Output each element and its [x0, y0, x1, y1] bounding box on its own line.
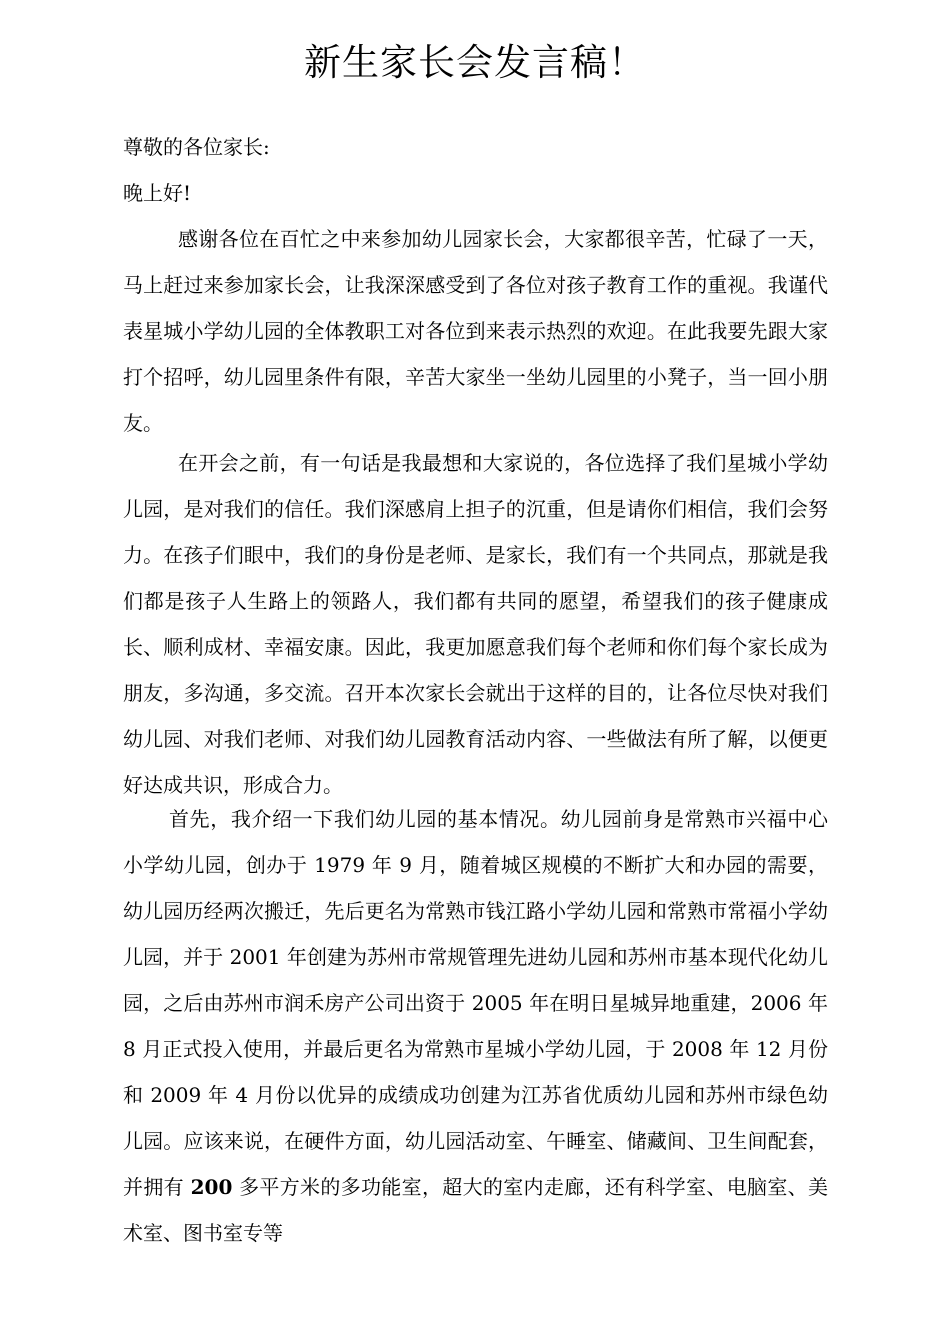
- greeting: 晚上好!: [123, 181, 192, 205]
- paragraph-trust: 在开会之前，有一句话是我最想和大家说的，各位选择了我们星城小学幼儿园，是对我们的信任。我们深感肩上担子的沉重，但是请你们相信，我们会努力。在孩子们眼中，我们的身份是老师、是家长，我们有一个共同点，那就是我们都是孩子人生路上的领路人，我们都有共同的愿望，希望我们的孩子健康成长、顺利成材、幸福安康。因此，我更加愿意我们每个老师和你们每个家长成为朋友，多沟通，多交流。召开本次家长会就出于这样的目的，让各位尽快对我们幼儿园、对我们老师、对我们幼儿园教育活动内容、一些做法有所了解，以便更好达成共识，形成合力。: [123, 451, 828, 797]
- paragraph-text: 首先，我介绍一下我们幼儿园的基本情况。幼儿园前身是常熟市兴福中心小学幼儿园，创办于 1979 年 9 月，随着城区规模的不断扩大和办园的需要，幼儿园历经两次搬迁，先后更名为常熟市钱江路小学幼儿园和常熟市常福小学幼儿园，并于 2001 年创建为苏州市常规管理先进幼儿园和苏州市基本现代化幼儿园，之后由苏州市润禾房产公司出资于 2005 年在明日星城异地重建，2006 年 8 月正式投入使用，并最后更名为常熟市星城小学幼儿园，于 2008 年 12 月份和 2009 年 4 月份以优异的成绩成功创建为江苏省优质幼儿园和苏州市绿色幼儿园。应该来说，在硬件方面，幼儿园活动室、午睡室、储藏间、卫生间配套，并拥有: [123, 807, 828, 1199]
- document-title: 新生家长会发言稿！: [304, 41, 646, 84]
- paragraph-text: 多平方米的多功能室，超大的室内走廊，还有科学室、电脑室、美术室、图书室专等: [123, 1175, 829, 1245]
- area-number: 200: [190, 1175, 233, 1199]
- salutation: 尊敬的各位家长:: [123, 135, 270, 159]
- paragraph-kindergarten-history: [123, 796, 828, 1256]
- paragraph-thanks: 感谢各位在百忙之中来参加幼儿园家长会，大家都很辛苦，忙碌了一天，马上赶过来参加家长会，让我深深感受到了各位对孩子教育工作的重视。我谨代表星城小学幼儿园的全体教职工对各位到来表示热烈的欢迎。在此我要先跟大家打个招呼，幼儿园里条件有限，辛苦大家坐一坐幼儿园里的小凳子，当一回小朋友。: [123, 227, 828, 435]
